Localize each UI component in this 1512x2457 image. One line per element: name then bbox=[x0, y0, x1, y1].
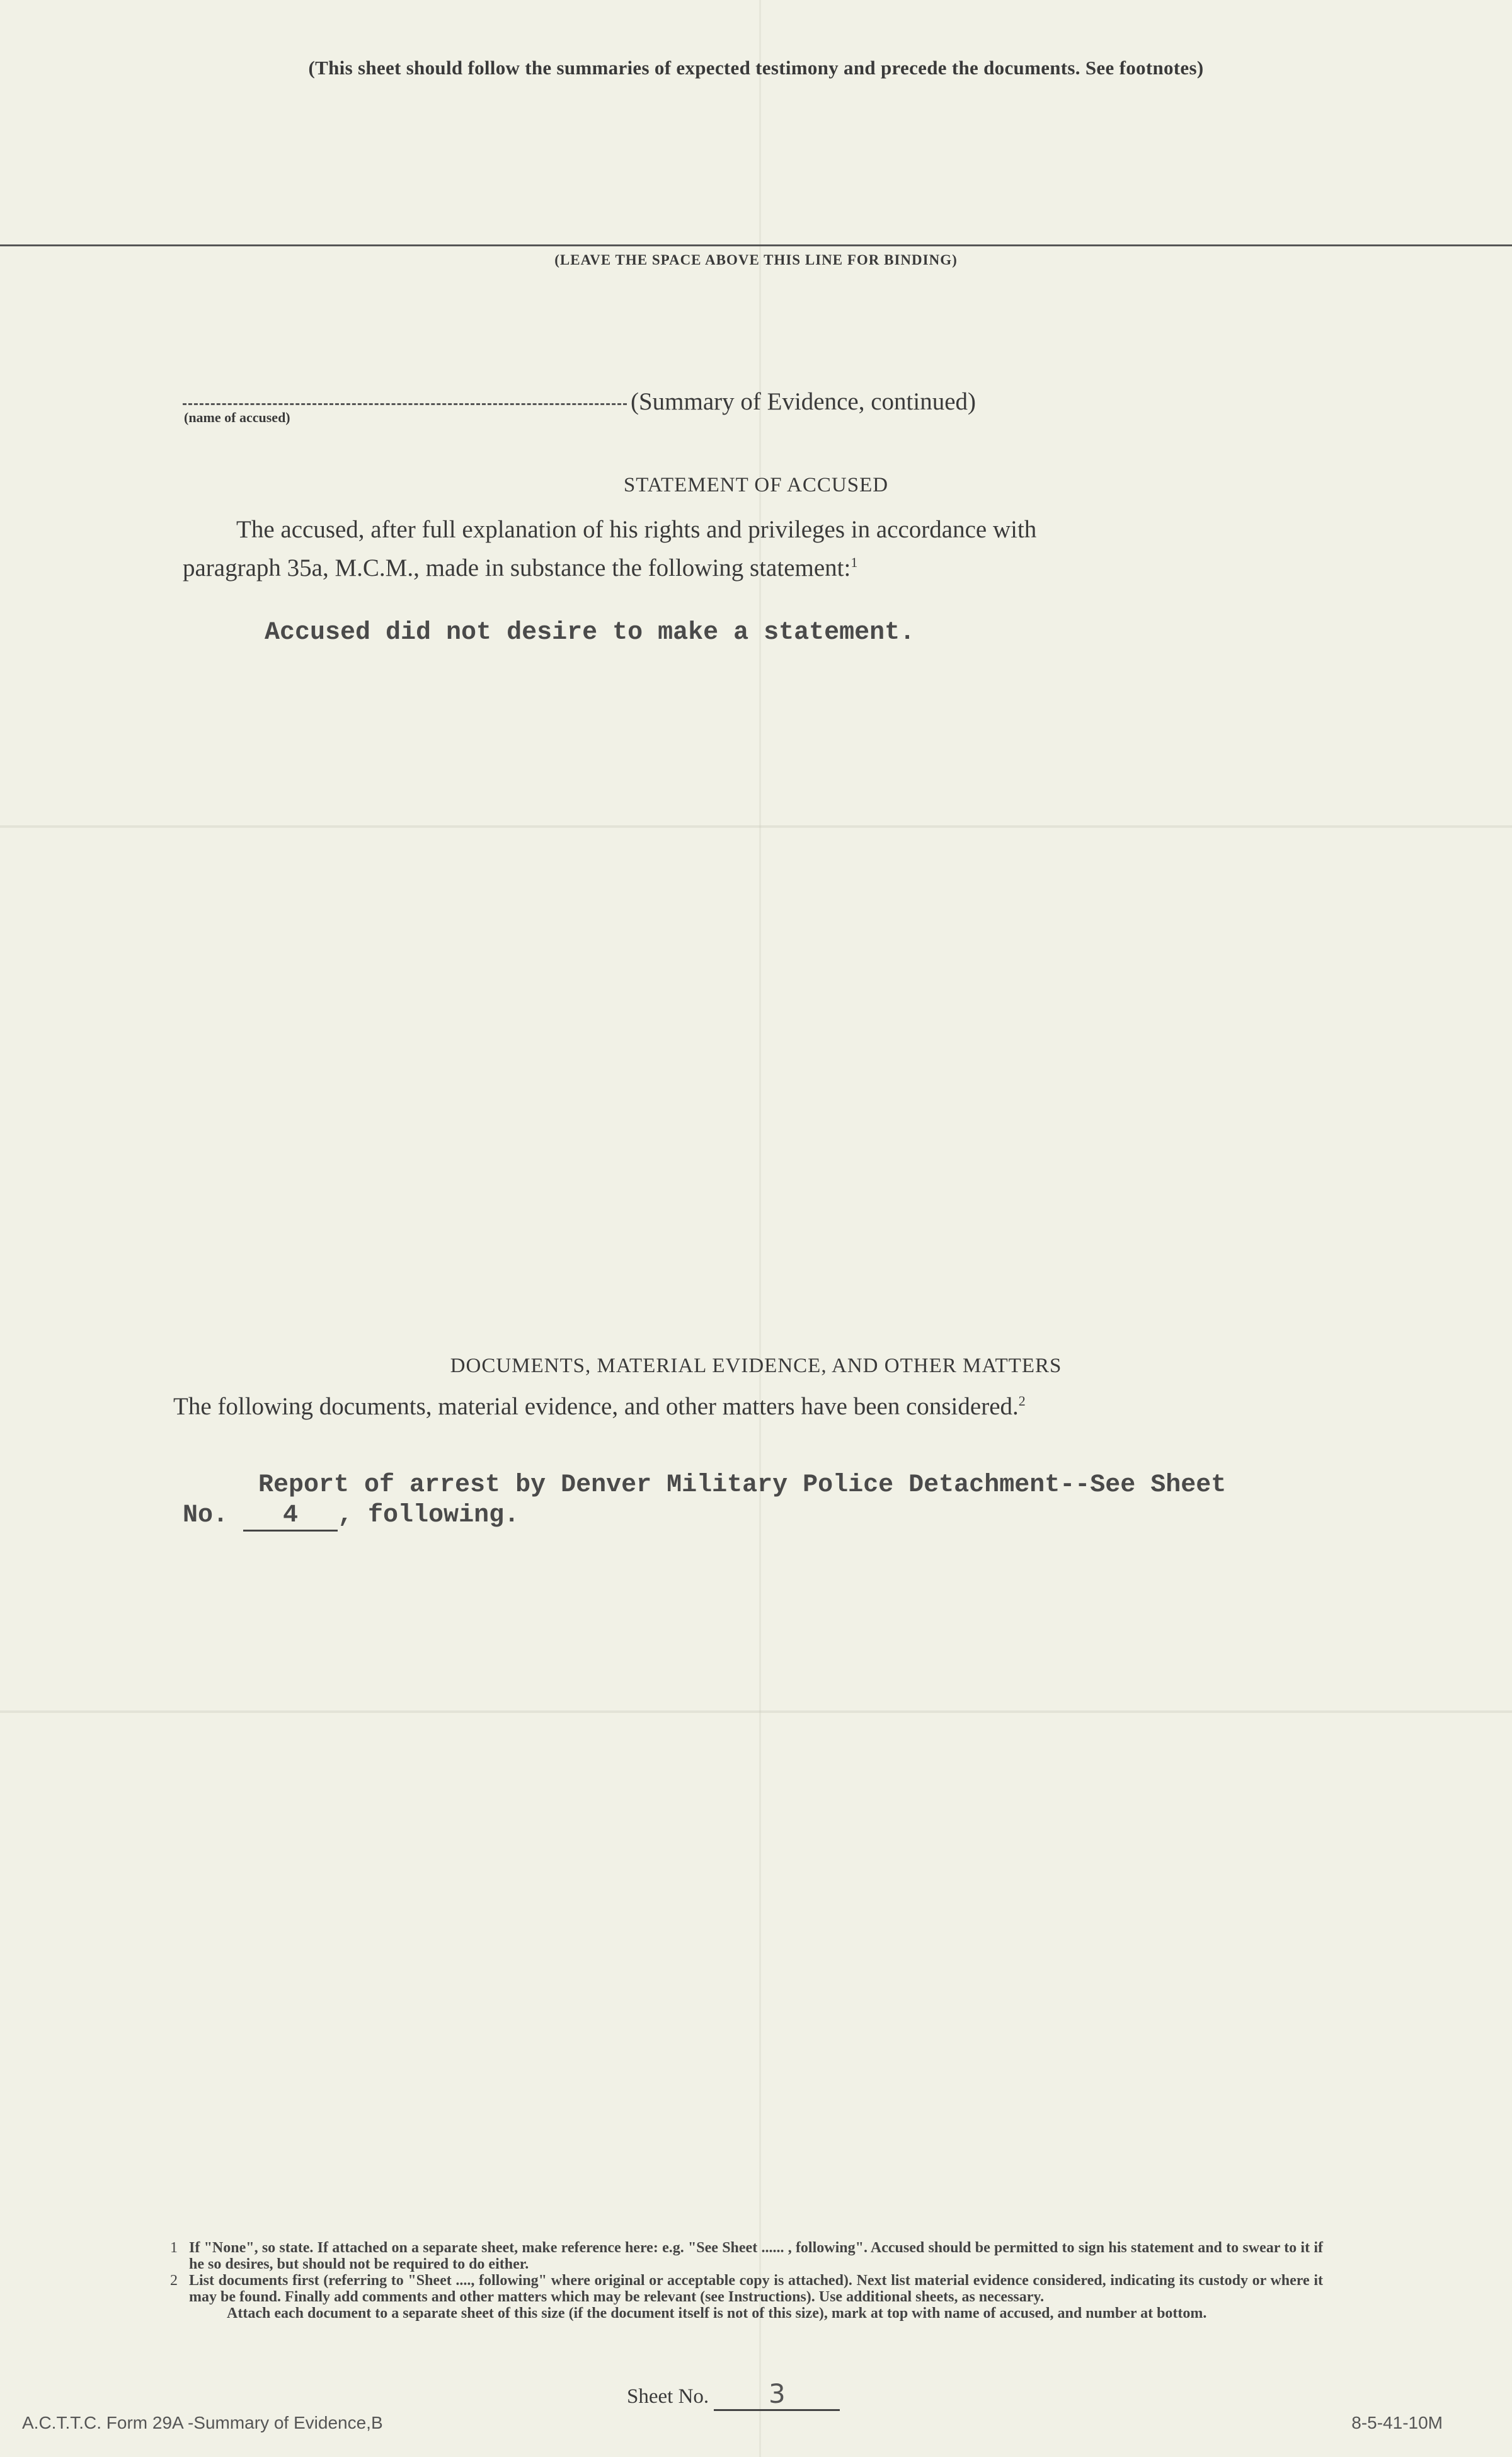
statement-intro bbox=[183, 513, 1329, 585]
footnotes bbox=[170, 2240, 1323, 2322]
sheet-number-value: 3 bbox=[714, 2378, 840, 2411]
statement-intro-line2: paragraph 35a, M.C.M., made in substance the following statement:$^1$ bbox=[183, 554, 858, 581]
binding-note: (LEAVE THE SPACE ABOVE THIS LINE FOR BINDING) bbox=[554, 252, 958, 268]
documents-typed-line2: No. 4 , following. bbox=[183, 1501, 519, 1532]
summary-continued-label: (Summary of Evidence, continued) bbox=[631, 388, 976, 415]
header-instruction: (This sheet should follow the summaries of expected testimony and precede the documents. See footnotes) bbox=[308, 57, 1204, 79]
binding-line bbox=[0, 244, 1512, 246]
statement-intro-line1: The accused, after full explanation of his rights and privileges in accordance with bbox=[236, 516, 1037, 543]
form-print-code: 8-5-41-10M bbox=[1351, 2413, 1443, 2432]
documents-typed-line1: Report of arrest by Denver Military Police Detachment--See Sheet bbox=[258, 1471, 1227, 1499]
accused-name-field bbox=[183, 403, 627, 405]
paper-fold bbox=[759, 0, 761, 2457]
referenced-sheet-number: 4 bbox=[243, 1501, 338, 1532]
statement-heading: STATEMENT OF ACCUSED bbox=[623, 474, 889, 496]
documents-heading: DOCUMENTS, MATERIAL EVIDENCE, AND OTHER MATTERS bbox=[450, 1354, 1062, 1377]
footnote-2: 2 List documents first (referring to "Sheet ...., following" where original or acceptable copy is attached). Next list material evidence considered, indicating its custody or where it may be found. Finally add comments and other matters which may be relevant (see Instructions). Use additional sheets, as necessary. bbox=[170, 2272, 1323, 2305]
form-identifier: A.C.T.T.C. Form 29A -Summary of Evidence,B bbox=[22, 2413, 383, 2432]
paper-fold bbox=[0, 1710, 1512, 1713]
accused-name-row bbox=[183, 387, 976, 416]
accused-name-label: (name of accused) bbox=[184, 410, 290, 425]
documents-intro: The following documents, material evidence, and other matters have been considered.$^2$ bbox=[173, 1393, 1026, 1420]
footnote-ref-2: 2 bbox=[1018, 1393, 1026, 1409]
sheet-number-label: Sheet No. bbox=[627, 2385, 709, 2408]
accused-statement-typed: Accused did not desire to make a statement. bbox=[265, 619, 915, 647]
paper-fold bbox=[0, 825, 1512, 828]
sheet-number-row bbox=[627, 2378, 840, 2411]
footnote-1: 1 If "None", so state. If attached on a separate sheet, make reference here: e.g. "See Sheet ...... , following". Accused should be permitted to sign his statement and to swear to it if he so desires, but should not be required to do either. bbox=[170, 2240, 1323, 2272]
footnote-ref-1: 1 bbox=[850, 554, 858, 570]
footnote-attach-instructions: Attach each document to a separate sheet of this size (if the document itself is not of this size), mark at top with name of accused, and number at bottom. bbox=[227, 2305, 1207, 2322]
